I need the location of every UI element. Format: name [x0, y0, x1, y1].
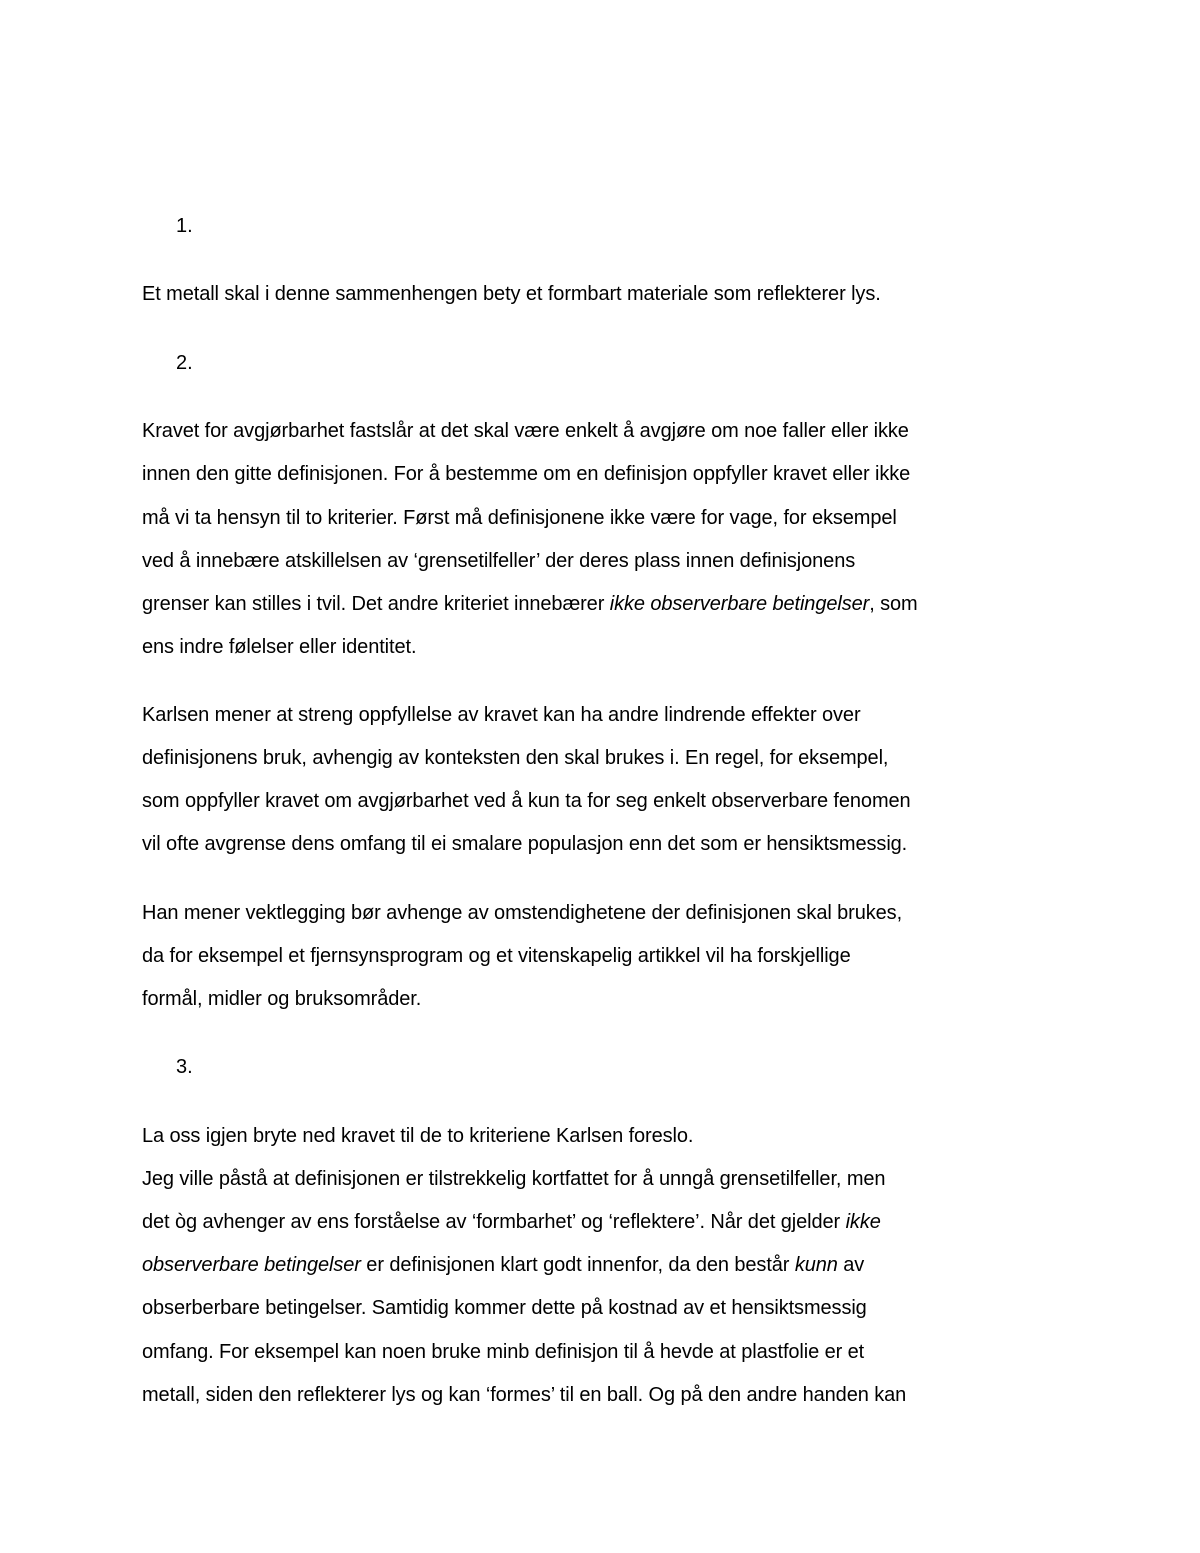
body-line: da for eksempel et fjernsynsprogram og et vitenskapelig artikkel vil ha forskjellige [142, 945, 851, 967]
body-line: Karlsen mener at streng oppfyllelse av kravet kan ha andre lindrende effekter over [142, 704, 861, 726]
body-line: definisjonens bruk, avhengig av konteksten den skal brukes i. En regel, for eksempel, [142, 747, 889, 769]
section-number: 1. [176, 215, 193, 237]
body-line: ved å innebære atskillelsen av ‘grensetilfeller’ der deres plass innen definisjonens [142, 550, 856, 572]
body-line: Han mener vektlegging bør avhenge av omstendighetene der definisjonen skal brukes, [142, 902, 903, 924]
italic-term: ikke [845, 1211, 881, 1233]
body-line: grenser kan stilles i tvil. Det andre kriteriet innebærer ikke observerbare betingelser, som [142, 593, 918, 615]
body-line: formål, midler og bruksområder. [142, 988, 422, 1010]
body-line: Jeg ville påstå at definisjonen er tilstrekkelig kortfattet for å unngå grensetilfeller, men [142, 1168, 886, 1190]
section-number: 3. [176, 1056, 193, 1078]
body-line: Kravet for avgjørbarhet fastslår at det skal være enkelt å avgjøre om noe faller eller ikke [142, 420, 909, 442]
body-line: observerbare betingelser er definisjonen klart godt innenfor, da den består kunn av [142, 1254, 865, 1276]
body-line: ens indre følelser eller identitet. [142, 636, 417, 658]
body-line: må vi ta hensyn til to kriterier. Først må definisjonene ikke være for vage, for eksempel [142, 507, 897, 529]
body-line: vil ofte avgrense dens omfang til ei smalare populasjon enn det som er hensiktsmessig. [142, 833, 908, 855]
italic-term: observerbare betingelser [142, 1254, 361, 1276]
section-number: 2. [176, 352, 193, 374]
body-line: Et metall skal i denne sammenhengen bety et formbart materiale som reflekterer lys. [142, 283, 881, 305]
body-line: det òg avhenger av ens forståelse av ‘formbarhet’ og ‘reflektere’. Når det gjelder ikke [142, 1211, 881, 1233]
body-line: obserberbare betingelser. Samtidig kommer dette på kostnad av et hensiktsmessig [142, 1297, 867, 1319]
body-line: La oss igjen bryte ned kravet til de to kriteriene Karlsen foreslo. [142, 1125, 694, 1147]
italic-term: kunn [794, 1254, 838, 1276]
italic-term: ikke observerbare betingelser [609, 593, 870, 615]
body-line: metall, siden den reflekterer lys og kan ‘formes’ til en ball. Og på den andre handen kan [142, 1384, 907, 1406]
body-line: omfang. For eksempel kan noen bruke minb definisjon til å hevde at plastfolie er et [142, 1341, 865, 1363]
body-line: innen den gitte definisjonen. For å bestemme om en definisjon oppfyller kravet eller ikke [142, 463, 911, 485]
body-line: som oppfyller kravet om avgjørbarhet ved å kun ta for seg enkelt observerbare fenomen [142, 790, 911, 812]
